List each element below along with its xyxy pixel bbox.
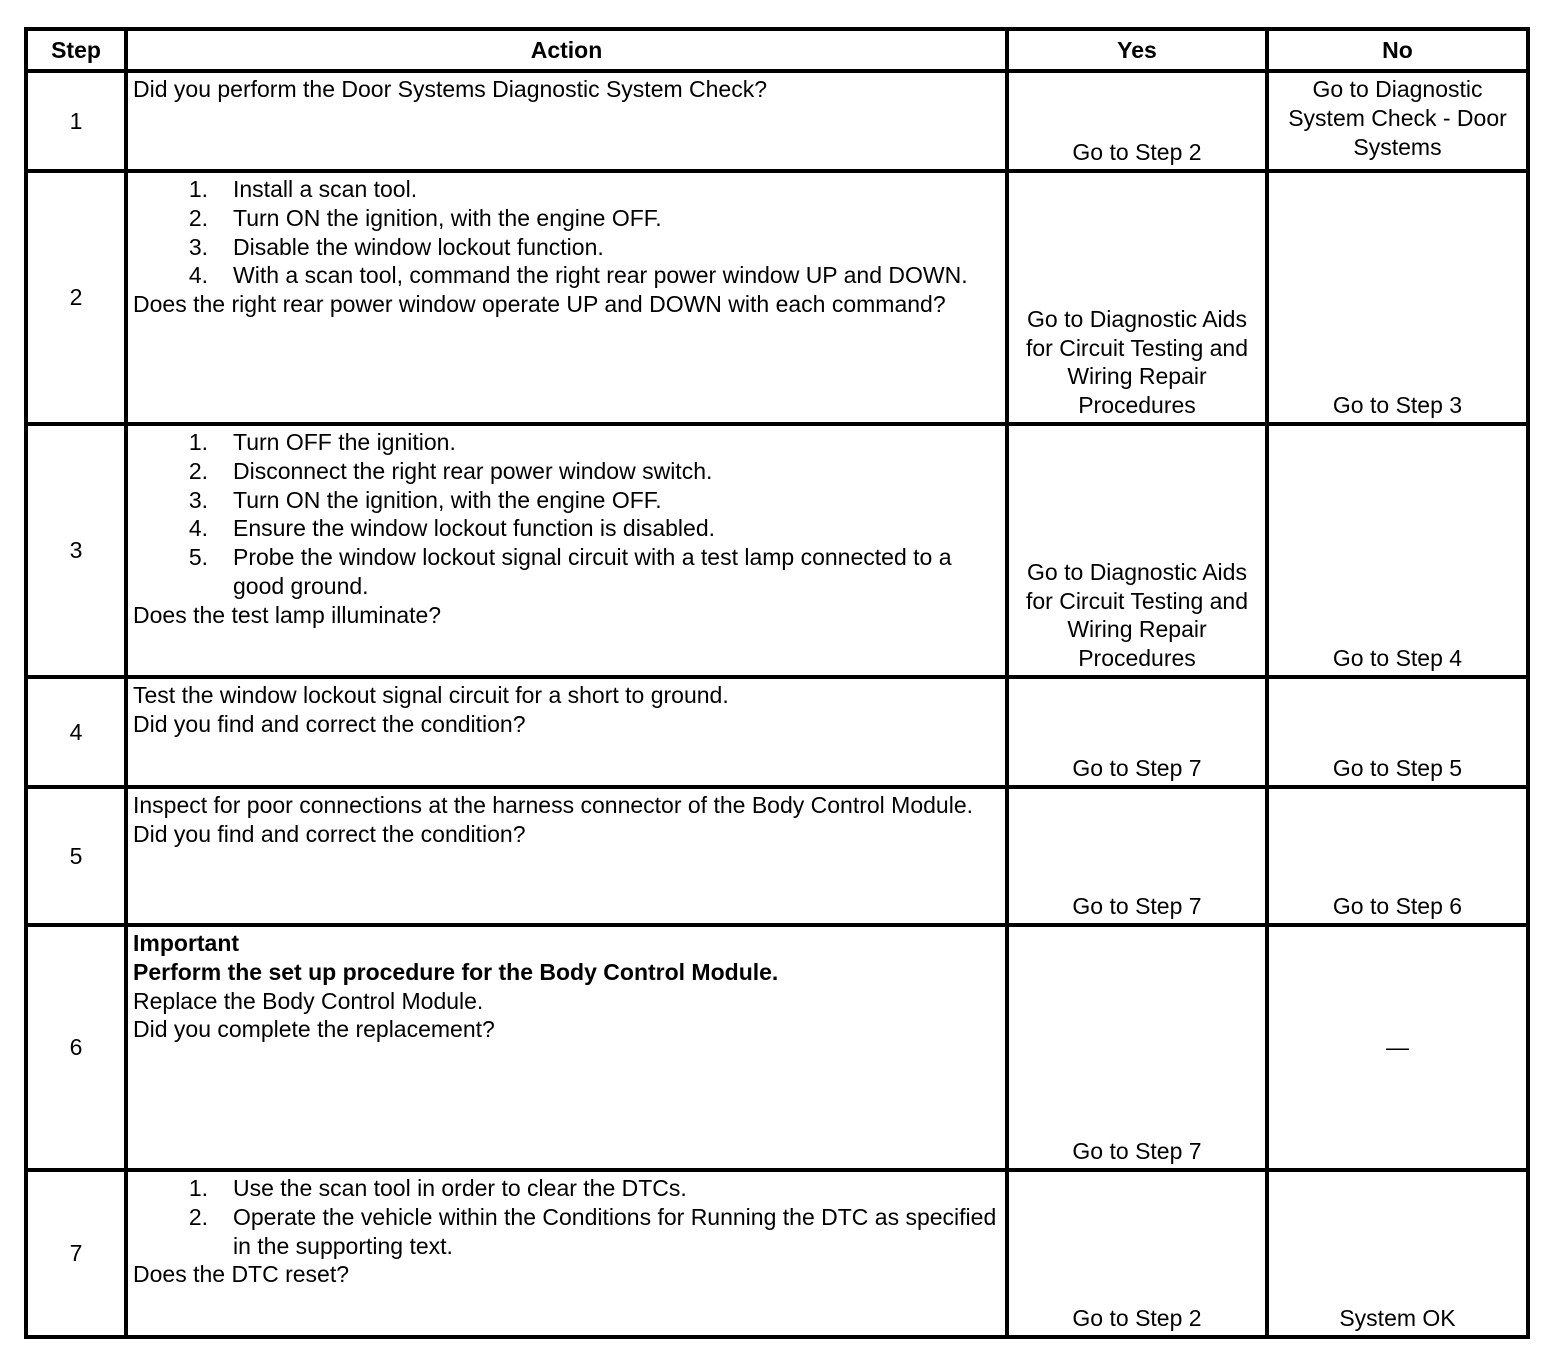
action-cell: [126, 677, 1007, 787]
table-row-step-7: [26, 1170, 1528, 1337]
action-question: Did you find and correct the condition?: [133, 820, 526, 847]
action-cell: [126, 1170, 1007, 1337]
step-number: 7: [26, 1170, 126, 1337]
step-number: 5: [26, 787, 126, 925]
list-item: 1. Turn OFF the ignition.: [188, 429, 456, 455]
step-number: 6: [26, 925, 126, 1170]
action-question: Does the right rear power window operate UP and DOWN with each command?: [133, 291, 946, 318]
list-item: 1. Install a scan tool.: [188, 176, 418, 202]
action-cell: [126, 171, 1007, 424]
no-result: System OK: [1267, 1170, 1528, 1337]
action-step-list: [133, 1174, 1000, 1260]
list-item: 2. Disconnect the right rear power window switch.: [188, 457, 713, 484]
table-row-step-3: [26, 424, 1528, 677]
table-row-step-2: [26, 171, 1528, 424]
action-cell: [126, 71, 1007, 171]
list-item: 2. Operate the vehicle within the Conditions for Running the DTC as specified in the supporting text.: [188, 1203, 997, 1259]
list-item: 4. Ensure the window lockout function is disabled.: [188, 515, 716, 542]
action-question: Does the DTC reset?: [133, 1261, 350, 1288]
header-no: No: [1267, 29, 1528, 71]
header-action: Action: [126, 29, 1007, 71]
important-text: Perform the set up procedure for the Body Control Module.: [133, 958, 779, 985]
action-instruction: Test the window lockout signal circuit for a short to ground.: [133, 682, 729, 708]
yes-result: Go to Diagnostic Aids for Circuit Testing and Wiring Repair Procedures: [1007, 171, 1267, 424]
action-instruction: Replace the Body Control Module.: [133, 987, 484, 1014]
table-row-step-5: [26, 787, 1528, 925]
action-cell: [126, 787, 1007, 925]
table-row-step-6: [26, 925, 1528, 1170]
list-item: 2. Turn ON the ignition, with the engine OFF.: [188, 204, 662, 231]
list-item: 3. Turn ON the ignition, with the engine OFF.: [188, 486, 662, 513]
table-row-step-1: [26, 71, 1528, 171]
yes-result: Go to Step 7: [1007, 787, 1267, 925]
action-question: Did you complete the replacement?: [133, 1016, 495, 1043]
header-row: [26, 29, 1528, 71]
yes-result: Go to Step 7: [1007, 677, 1267, 787]
action-question: Did you perform the Door Systems Diagnostic System Check?: [133, 76, 768, 102]
step-number: 2: [26, 171, 126, 424]
yes-result: Go to Diagnostic Aids for Circuit Testing and Wiring Repair Procedures: [1007, 424, 1267, 677]
yes-result: Go to Step 7: [1007, 925, 1267, 1170]
no-result: Go to Step 5: [1267, 677, 1528, 787]
action-step-list: [133, 428, 1000, 601]
no-result: Go to Step 3: [1267, 171, 1528, 424]
step-number: 4: [26, 677, 126, 787]
list-item: 5. Probe the window lockout signal circuit with a test lamp connected to a good ground.: [188, 544, 952, 599]
header-step: Step: [26, 29, 126, 71]
no-result: —: [1267, 925, 1528, 1170]
action-instruction: Inspect for poor connections at the harness connector of the Body Control Module.: [133, 792, 973, 818]
action-step-list: [133, 175, 1000, 290]
list-item: 1. Use the scan tool in order to clear the DTCs.: [188, 1175, 687, 1201]
header-yes: Yes: [1007, 29, 1267, 71]
list-item: 3. Disable the window lockout function.: [188, 233, 604, 260]
action-question: Did you find and correct the condition?: [133, 710, 526, 737]
action-cell: [126, 925, 1007, 1170]
step-number: 1: [26, 71, 126, 171]
diagnostic-table: [24, 27, 1530, 1339]
step-number: 3: [26, 424, 126, 677]
action-cell: [126, 424, 1007, 677]
table-row-step-4: [26, 677, 1528, 787]
action-question: Does the test lamp illuminate?: [133, 601, 442, 628]
yes-result: Go to Step 2: [1007, 1170, 1267, 1337]
list-item: 4. With a scan tool, command the right rear power window UP and DOWN.: [188, 262, 968, 289]
no-result: Go to Step 4: [1267, 424, 1528, 677]
important-label: Important: [133, 930, 240, 956]
no-result: Go to Diagnostic System Check - Door Systems: [1267, 71, 1528, 171]
no-result: Go to Step 6: [1267, 787, 1528, 925]
yes-result: Go to Step 2: [1007, 71, 1267, 171]
